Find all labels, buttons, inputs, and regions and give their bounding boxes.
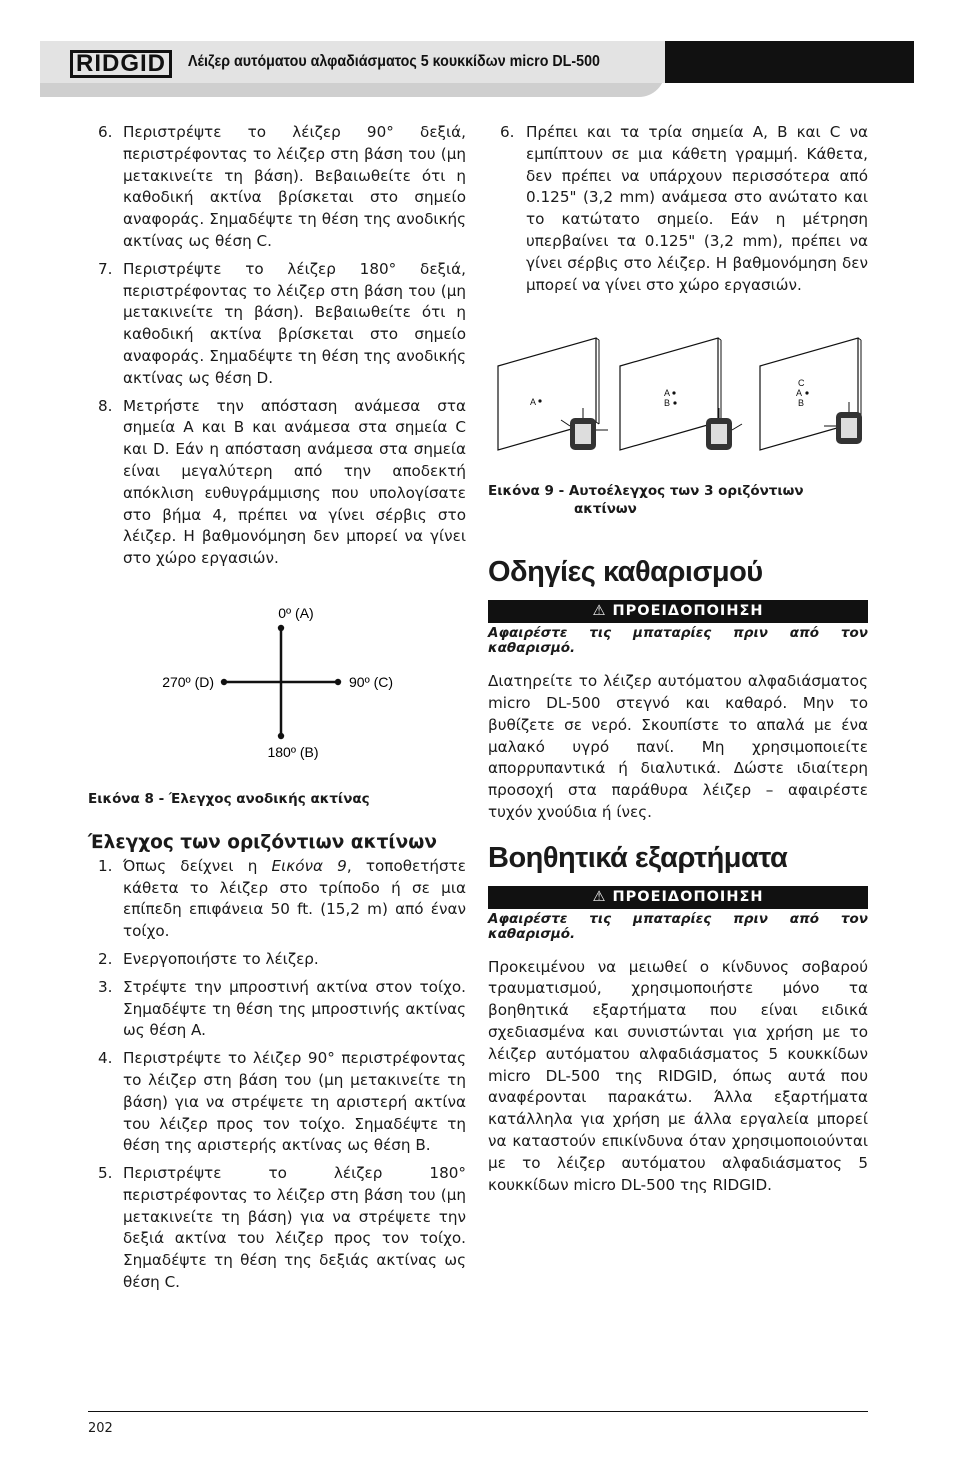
warning-bar: ⚠ ΠΡΟΕΙΔΟΠΟΙΗΣΗ	[488, 886, 868, 909]
list-item: 7. Περιστρέψτε το λέιζερ 180° δεξιά, περιστρέφοντας το λέιζερ στη βάση του (μη μετακινείτε τη βάση). Βεβαιωθείτε ότι η καθοδική ακτίνα βρίσκεται στο σημείο αναφοράς. Σημαδέψτε τη θέση της ανοδικής ακτίνας ως θέση D.	[98, 259, 466, 387]
list-item: 6. Πρέπει και τα τρία σημεία A, B και C να εμπίπτουν σε μια κάθετη γραμμή. Κάθετα, δεν πρέπει να υπάρχουν περισσότερα από 0.125" (3,2 mm) ανάμεσα στο ανώτατο και το κατώτατο σημείο. Εάν η μέτρηση υπερβαίνει τα 0.125" (3,2 mm), πρέπει να γίνει σέρβις στο λέιζερ. Η βαθμονόμηση δεν μπορεί να γίνει στο χώρο εργασιών.	[500, 123, 868, 294]
fig9-p3-label-b: B	[798, 398, 805, 409]
steps-list-a	[88, 122, 466, 570]
header-black-block	[665, 41, 914, 83]
fig9-p3-label-a: A	[796, 388, 803, 399]
accessories-body: Προκειμένου να μειωθεί ο κίνδυνος σοβαρού τραυματισμού, χρησιμοποιήστε μόνο τα βοηθητικά εξαρτήματα που είναι ειδικά σχεδιασμένα και συνιστώνται για χρήση με το λέιζερ αυτόματου αλφαδιάσματος 5 κουκκίδων micro DL-500 της RIDGID, όπως αυτά που αναφέρονται παρακάτω. Άλλα εξαρτήματα κατάλληλα για χρήση με άλλα εργαλεία μπορεί να καταστούν επικίνδυνα όταν χρησιμοποιούνται με το λέιζερ αυτόματου αλφαδιάσματος 5 κουκκίδων micro DL-500 της RIDGID.	[488, 957, 868, 1194]
label-right: 90º (C)	[349, 673, 394, 690]
warning-text: Αφαιρέστε τις μπαταρίες πριν από τον καθαρισμό.	[488, 625, 868, 657]
fig9-p1-label: A	[530, 397, 537, 408]
label-left: 270º (D)	[162, 673, 214, 690]
steps-list-right	[488, 122, 868, 296]
fig9-p2-label-a: A	[664, 388, 671, 399]
accessories-heading: Βοηθητικά εξαρτήματα	[488, 841, 788, 874]
steps-list-b	[88, 856, 466, 1294]
label-bottom: 180º (B)	[267, 743, 319, 760]
list-item: 4. Περιστρέψτε το λέιζερ 90° περιστρέφοντας το λέιζερ στη βάση του (μη μετακινείτε τη βάση) για να στρέψετε τη αριστερή ακτίνα του λέιζερ προς τον τοίχο. Σημαδέψτε τη θέση της αριστερής ακτίνας ως θέση B.	[98, 1049, 466, 1155]
ridgid-logo: RIDGID	[70, 50, 172, 78]
warning-text: Αφαιρέστε τις μπαταρίες πριν από τον καθαρισμό.	[488, 910, 868, 942]
figure-8-caption: Εικόνα 8 - Έλεγχος ανοδικής ακτίνας	[88, 790, 370, 807]
figure-8-diagram	[88, 606, 466, 776]
list-item: 8. Μετρήστε την απόσταση ανάμεσα στα σημεία A και B και ανάμεσα στα σημεία C και D. Εάν η απόσταση ανάμεσα στα σημεία είναι μεγαλύτερη από την αποδεκτή απόκλιση ευθυγράμμισης που υπολογίσατε στο βήμα 4, πρέπει να γίνει σέρβις στο λέιζερ. Η βαθμονόμηση δεν μπορεί να γίνει στο χώρο εργασιών.	[98, 396, 466, 568]
list-item: 3. Στρέψτε την μπροστινή ακτίνα στον τοίχο. Σημαδέψτε τη θέση της μπροστινής ακτίνας ως θέση A.	[98, 977, 466, 1040]
figure-9-diagram	[488, 326, 868, 466]
figure-9-caption: Εικόνα 9 - Αυτοέλεγχος των 3 οριζόντιων ακτίνων	[488, 483, 804, 518]
warning-bar: ⚠ ΠΡΟΕΙΔΟΠΟΙΗΣΗ	[488, 600, 868, 623]
warning-icon: ⚠	[592, 888, 607, 905]
list-item: 6. Περιστρέψτε το λέιζερ 90° δεξιά, περιστρέφοντας το λέιζερ στη βάση του (μη μετακινείτε τη βάση). Βεβαιωθείτε ότι η καθοδική ακτίνα βρίσκεται στο σημείο αναφοράς. Σημαδέψτε τη θέση της ανοδικής ακτίνας ως θέση C.	[98, 123, 466, 250]
page-header	[40, 41, 914, 97]
cleaning-body: Διατηρείτε το λέιζερ αυτόματου αλφαδιάσματος micro DL-500 στεγνό και καθαρό. Μην το βυθίζετε σε νερό. Σκουπίστε το απαλά με ένα μαλακό υγρό πανί. Μη χρησιμοποιείτε απορρυπαντικά ή διαλυτικά. Δώστε ιδιαίτερη προσοχή στα παράθυρα λέιζερ – αφαιρέστε τυχόν χνούδια ή ίνες.	[488, 672, 868, 821]
warning-icon: ⚠	[592, 603, 607, 620]
header-title: Λέιζερ αυτόματου αλφαδιάσματος 5 κουκκίδων micro DL-500	[188, 53, 600, 70]
cleaning-heading: Οδηγίες καθαρισμού	[488, 556, 763, 589]
list-item: 2. Ενεργοποιήστε το λέιζερ.	[98, 949, 319, 968]
right-column	[488, 122, 868, 1196]
list-item: 1. Όπως δείχνει η Εικόνα 9, τοποθετήστε κάθετα το λέιζερ στο τρίποδο ή σε μια επίπεδη επιφάνεια 50 ft. (15,2 m) από έναν τοίχο.	[98, 856, 466, 941]
fig9-p3-label-c: C	[798, 378, 805, 389]
footer-rule	[88, 1411, 868, 1412]
fig9-p2-label-b: B	[664, 398, 671, 409]
left-column	[88, 122, 466, 1300]
page-number: 202	[88, 1421, 113, 1436]
section-subheading: Έλεγχος των οριζόντιων ακτίνων	[88, 831, 437, 853]
label-top: 0º (A)	[278, 605, 314, 621]
list-item: 5. Περιστρέψτε το λέιζερ 180° περιστρέφοντας το λέιζερ στη βάση του (μη μετακινείτε τη βάση) για να στρέψετε την δεξιά ακτίνα του λέιζερ προς τον τοίχο. Σημαδέψτε τη θέση της δεξιάς ακτίνας ως θέση C.	[98, 1164, 466, 1292]
